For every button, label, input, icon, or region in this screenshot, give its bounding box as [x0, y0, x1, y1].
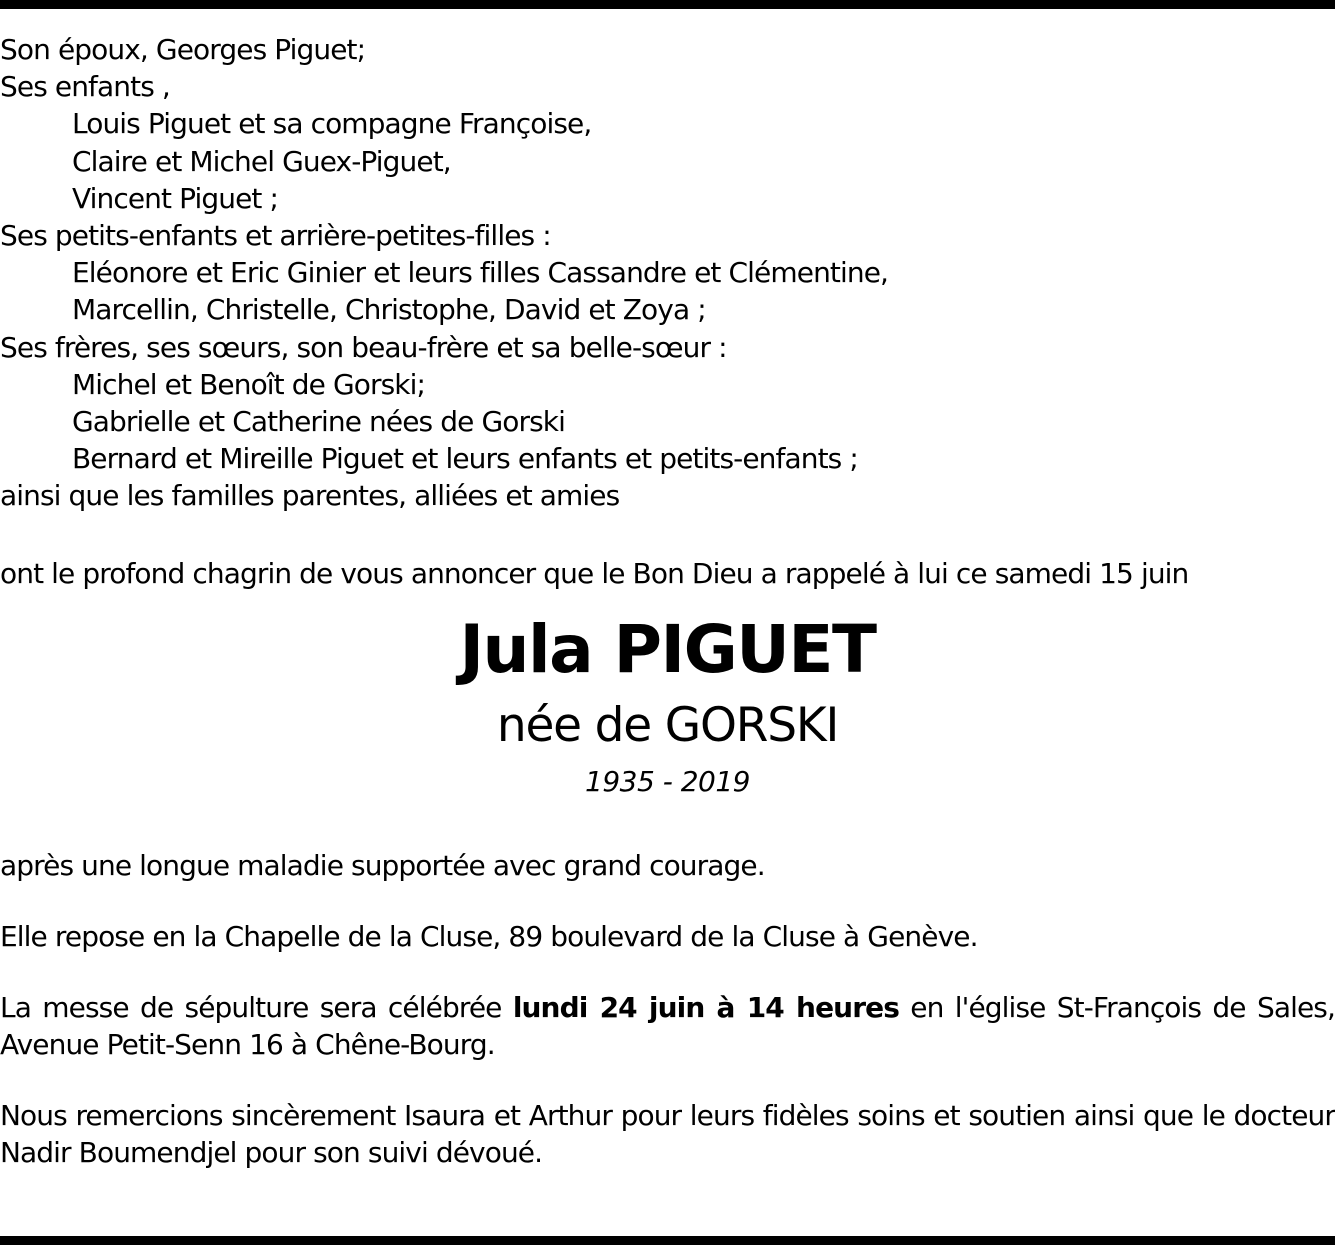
- family-line: Ses petits-enfants et arrière-petites-filles :: [0, 218, 551, 252]
- family-line: Claire et Michel Guex-Piguet,: [72, 144, 451, 178]
- deceased-name: Jula PIGUET: [459, 611, 876, 689]
- family-line: ainsi que les familles parentes, alliées et amies: [0, 479, 620, 513]
- top-border-rule: [0, 0, 1335, 9]
- funeral-date-time: lundi 24 juin à 14 heures: [512, 991, 899, 1025]
- thanks-text: Nous remercions sincèrement Isaura et Arthur pour leurs fidèles soins et soutien ainsi que le docteur Nadir Boumendjel pour son suivi dévoué.: [0, 1099, 1335, 1170]
- life-years: 1935 - 2019: [585, 765, 750, 799]
- rest-place-text: Elle repose en la Chapelle de la Cluse, 89 boulevard de la Cluse à Genève.: [0, 920, 978, 954]
- deceased-block: [0, 610, 1335, 800]
- funeral-text-before: La messe de sépulture sera célébrée: [0, 991, 513, 1025]
- family-line: Son époux, Georges Piguet;: [0, 33, 366, 66]
- family-line: Louis Piguet et sa compagne Françoise,: [72, 107, 592, 141]
- family-line: Eléonore et Eric Ginier et leurs filles Cassandre et Clémentine,: [72, 256, 889, 290]
- family-line: Michel et Benoît de Gorski;: [72, 367, 426, 401]
- family-list: [0, 31, 1335, 514]
- family-line: Marcellin, Christelle, Christophe, David et Zoya ;: [72, 293, 706, 327]
- family-line: Gabrielle et Catherine nées de Gorski: [72, 404, 565, 438]
- bottom-border-rule: [0, 1236, 1335, 1245]
- announcement-text: ont le profond chagrin de vous annoncer que le Bon Dieu a rappelé à lui ce samedi 15 juin: [0, 557, 1189, 591]
- maiden-name: née de GORSKI: [496, 698, 839, 754]
- obituary-notice: [0, 31, 1335, 1171]
- family-line: Ses enfants ,: [0, 70, 170, 104]
- family-line: Bernard et Mireille Piguet et leurs enfants et petits-enfants ;: [72, 442, 858, 476]
- funeral-text: [0, 989, 1335, 1063]
- family-line: Ses frères, ses sœurs, son beau-frère et sa belle-sœur :: [0, 330, 727, 364]
- funeral-text-after: en l'église St-François de Sales, Avenue Petit-Senn 16 à Chêne-Bourg.: [0, 991, 1335, 1062]
- family-line: Vincent Piguet ;: [72, 181, 279, 215]
- illness-text: après une longue maladie supportée avec grand courage.: [0, 849, 765, 883]
